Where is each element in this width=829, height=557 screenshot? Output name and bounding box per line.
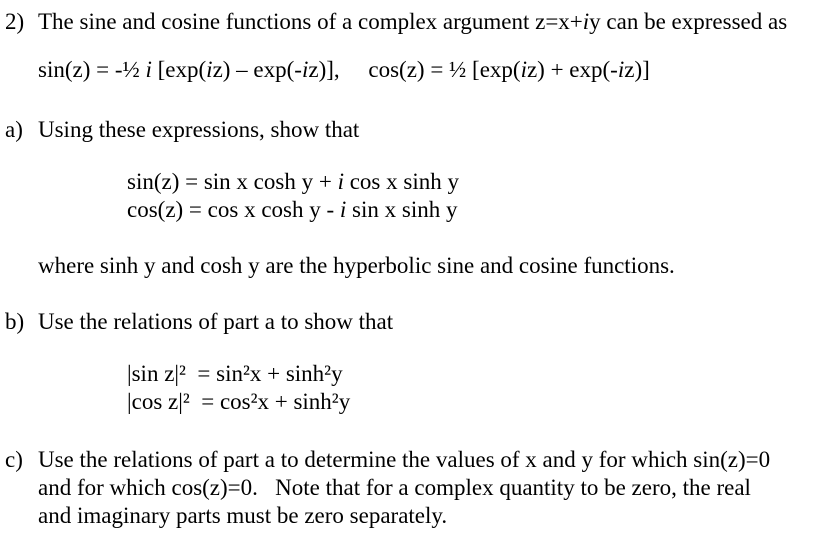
hyperbolic-note: where sinh y and cosh y are the hyperbolic sine and cosine functions. [38, 253, 675, 278]
problem-2-content [38, 8, 829, 84]
part-a-content [38, 116, 829, 280]
part-a-equations [127, 168, 829, 224]
problem-2 [5, 8, 829, 84]
part-a-label: a) [5, 117, 23, 142]
part-c-line-2: and for which cos(z)=0. Note that for a complex quantity to be zero, the real [38, 475, 751, 500]
part-c-line-3: and imaginary parts must be zero separately. [38, 503, 448, 528]
part-c-line-1: Use the relations of part a to determine the values of x and y for which sin(z)=0 [38, 447, 771, 472]
part-b [5, 308, 829, 416]
part-a-lead: Using these expressions, show that [38, 117, 360, 142]
part-b-equations [127, 360, 829, 416]
part-b-label: b) [5, 309, 25, 334]
equation-cos-modulus-squared: |cos z|² = cos²x + sinh²y [127, 389, 351, 414]
equation-cos-z-expansion: cos(z) = cos x cosh y - i sin x sinh y [127, 197, 458, 222]
problem-number-label: 2) [5, 9, 25, 34]
part-c-label: c) [5, 447, 23, 472]
equation-sin-z-expansion: sin(z) = sin x cosh y + i cos x sinh y [127, 169, 459, 194]
equation-sin-modulus-squared: |sin z|² = sin²x + sinh²y [127, 361, 343, 386]
definition-equation: sin(z) = -½ i [exp(iz) – exp(-iz)], cos(z) = ½ [exp(iz) + exp(-iz)] [38, 57, 650, 82]
problem-sheet [5, 8, 829, 530]
intro-line: The sine and cosine functions of a complex argument z=x+iy can be expressed as [38, 9, 788, 34]
part-c [5, 446, 829, 530]
part-a [5, 116, 829, 280]
part-b-content [38, 308, 829, 416]
part-c-content [38, 446, 829, 530]
part-b-lead: Use the relations of part a to show that [38, 309, 394, 334]
